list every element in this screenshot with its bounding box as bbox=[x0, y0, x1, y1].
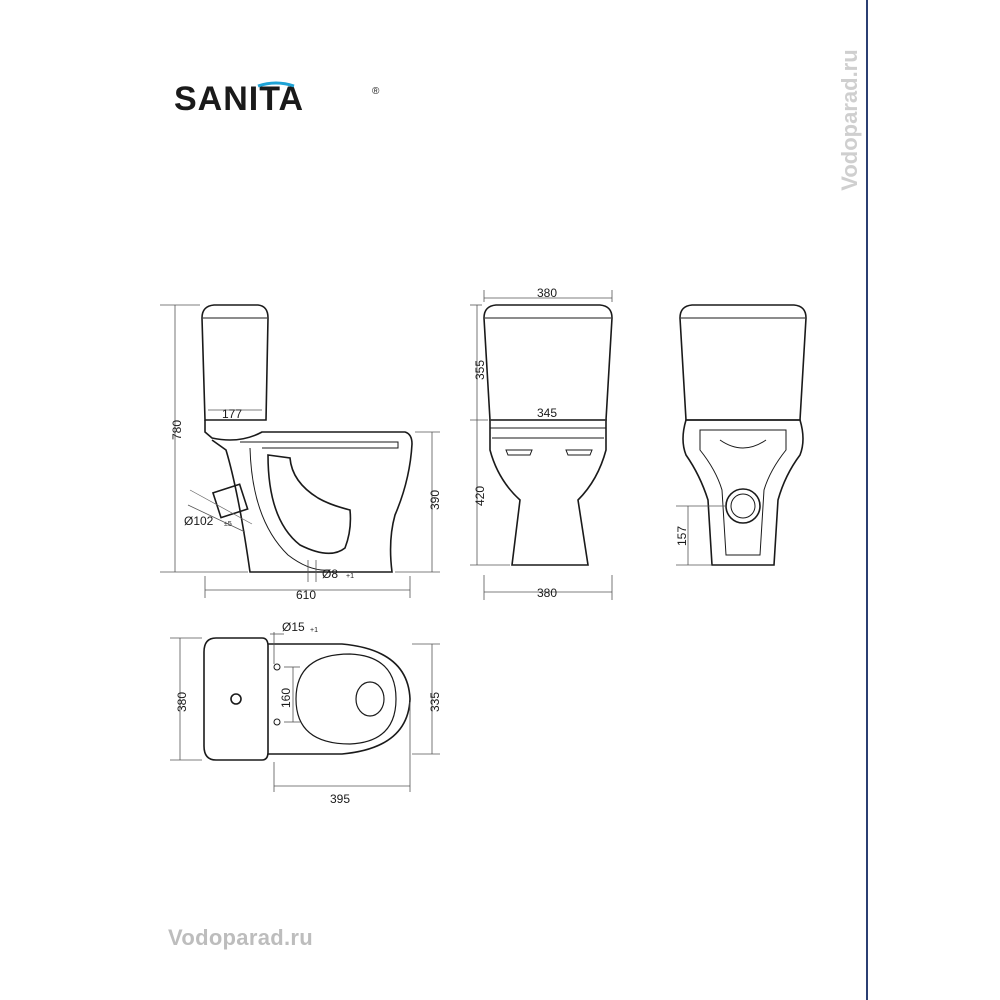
label-bowl-420: 420 bbox=[473, 485, 487, 506]
side-view-dimensions bbox=[160, 305, 440, 598]
side-rule bbox=[866, 0, 868, 1000]
side-tank bbox=[202, 305, 268, 420]
label-tank-355: 355 bbox=[473, 359, 487, 380]
top-view-dimensions bbox=[170, 632, 440, 792]
label-outlet-157: 157 bbox=[675, 525, 689, 546]
back-view bbox=[680, 305, 806, 565]
label-height-780: 780 bbox=[170, 419, 184, 440]
top-bowl-opening bbox=[356, 682, 384, 716]
front-hinge-left bbox=[506, 450, 532, 455]
top-fix-hole-upper bbox=[274, 664, 280, 670]
label-front-top-380: 380 bbox=[537, 286, 558, 300]
logo-registered-mark: ® bbox=[372, 86, 380, 97]
front-tank bbox=[484, 305, 612, 420]
label-length-395: 395 bbox=[330, 792, 351, 806]
label-outlet-tol: ±5 bbox=[224, 521, 232, 528]
top-flush-button bbox=[231, 694, 241, 704]
top-seat-ring bbox=[296, 654, 396, 744]
front-bowl bbox=[490, 420, 606, 565]
logo-wordmark: SANITA bbox=[174, 80, 305, 118]
back-bowl bbox=[683, 420, 803, 565]
watermark-bottom: Vodoparad.ru bbox=[168, 925, 313, 950]
side-outlet bbox=[213, 484, 248, 517]
label-bowl-335: 335 bbox=[428, 691, 442, 712]
label-fix-hole-8: Ø8 bbox=[322, 567, 339, 581]
back-outlet-inner bbox=[731, 494, 755, 518]
label-fix-hole-tol: +1 bbox=[346, 573, 354, 580]
front-view bbox=[484, 305, 612, 565]
label-hole-15: Ø15 bbox=[282, 620, 305, 634]
front-view-dimensions bbox=[470, 290, 612, 600]
back-tank bbox=[680, 305, 806, 420]
back-inner-recess bbox=[700, 430, 786, 555]
watermark-side: Vodoparad.ru bbox=[837, 49, 862, 191]
label-hole-tol: +1 bbox=[310, 627, 318, 634]
label-top-width-380: 380 bbox=[175, 691, 189, 712]
top-view bbox=[204, 638, 410, 760]
label-length-610: 610 bbox=[296, 588, 317, 602]
front-hinge-right bbox=[566, 450, 592, 455]
label-tank-177: 177 bbox=[222, 407, 243, 421]
label-bowl-390: 390 bbox=[428, 489, 442, 510]
label-hole-spacing-160: 160 bbox=[279, 687, 293, 708]
side-trapway bbox=[268, 455, 350, 553]
side-view bbox=[190, 305, 412, 572]
label-front-base-380: 380 bbox=[537, 586, 558, 600]
back-seat-cutout bbox=[720, 440, 766, 448]
label-outlet-102: Ø102 bbox=[184, 514, 214, 528]
side-bowl-rim bbox=[240, 442, 398, 448]
label-tank-345: 345 bbox=[537, 406, 558, 420]
top-fix-hole-lower bbox=[274, 719, 280, 725]
top-tank bbox=[204, 638, 268, 760]
